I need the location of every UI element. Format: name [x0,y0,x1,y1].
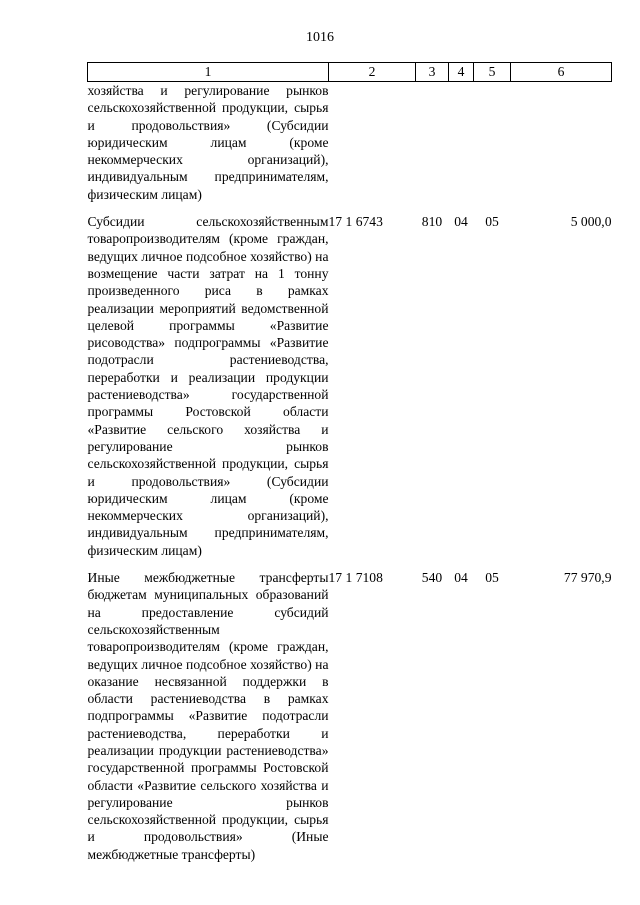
row-description-text: Иные межбюджетные трансферты бюджетам муниципальных образований на предоставление субсидий сельскохозяйственным товаропроизводителям (кроме граждан, ведущих личное подсобное хозяйство) на оказание несвязанной поддержки в области растениеводства в рамках подпрограммы «Развитие подотрасли растениеводства, переработки и реализации продукции растениеводства» государственной программы Ростовской области «Развитие сельского хозяйства и регулирование рынков сельскохозяйственной продукции, сырья и продовольствия» (Иные межбюджетные трансферты) [87,570,329,862]
table-row [88,82,612,204]
row-description [88,82,329,204]
table-row [88,213,612,559]
budget-table [87,62,612,863]
row-description [88,213,329,559]
row-amount: 77 970,9 [563,570,612,586]
row-rz [449,82,474,204]
row-spacer [88,559,612,569]
column-header-5: 5 [474,63,511,82]
column-header-4: 4 [449,63,474,82]
row-amount [511,82,612,204]
row-description-text: хозяйства и регулирование рынков сельскохозяйственной продукции, сырья и продовольствия» (Субсидии юридическим лицам (кроме некоммерческих организаций), индивидуальным предпринимателям, физическим лицам) [87,83,329,202]
row-pr [474,82,511,204]
row-vr: 810 [421,214,443,230]
column-header-2: 2 [329,63,416,82]
page-number: 1016 [306,30,334,45]
row-description-text: Субсидии сельскохозяйственным товаропроизводителям (кроме граждан, ведущих личное подсобное хозяйство) на возмещение части затрат на 1 тонну произведенного риса в рамках реализации мероприятий ведомственной целевой программы «Развитие рисоводства» подпрограммы «Развитие подотрасли растениеводства, переработки и реализации продукции растениеводства» государственной программы Ростовской области «Развитие сельского хозяйства и регулирование рынков сельскохозяйственной продукции, сырья и продовольствия» (Субсидии юридическим лицам (кроме некоммерческих организаций), индивидуальным предпринимателям, физическим лицам) [87,214,329,558]
row-pr: 05 [485,570,499,586]
row-code: 17 1 7108 [328,570,383,586]
column-header-1: 1 [88,63,329,82]
row-code: 17 1 6743 [328,214,383,230]
row-pr: 05 [485,214,499,230]
row-amount: 5 000,0 [570,214,612,230]
header-row [88,63,612,82]
row-description [88,569,329,863]
row-spacer [88,203,612,213]
row-code [329,82,416,204]
row-rz: 04 [454,570,468,586]
table-row [88,569,612,863]
row-rz: 04 [454,214,468,230]
row-vr: 540 [421,570,443,586]
row-vr [416,82,449,204]
column-header-3: 3 [416,63,449,82]
column-header-6: 6 [511,63,612,82]
